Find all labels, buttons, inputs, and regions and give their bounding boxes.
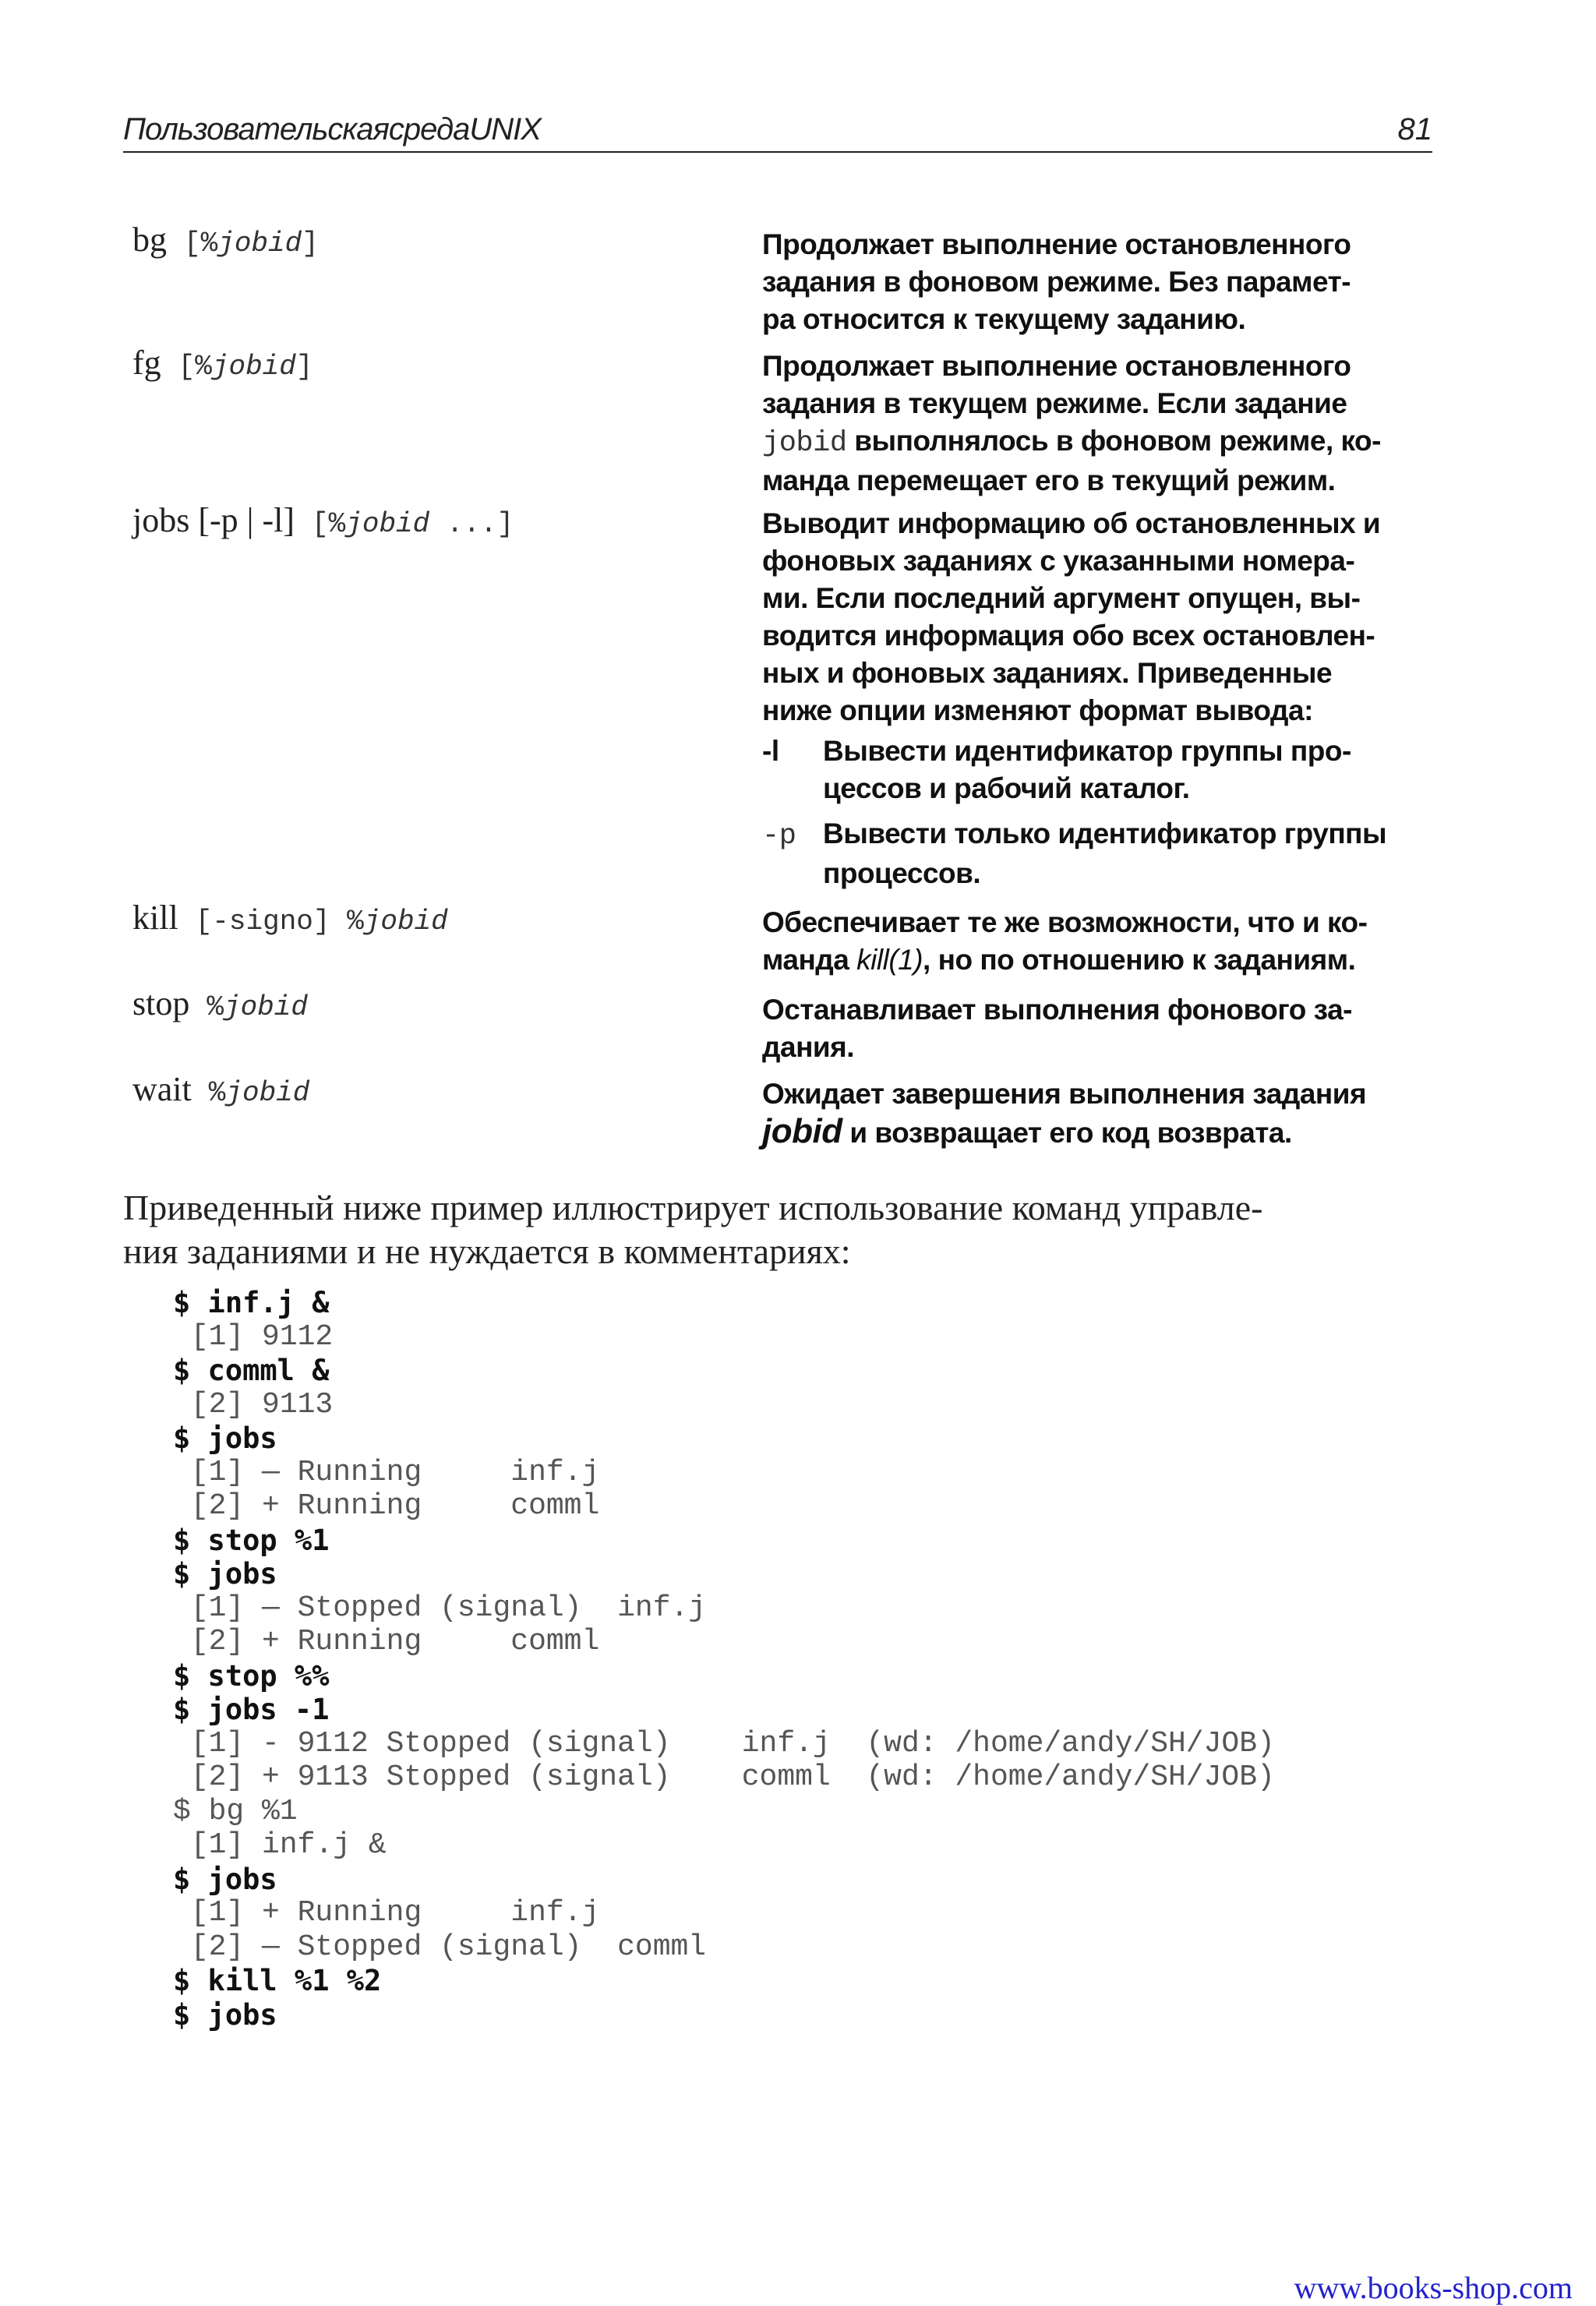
command-fg-description: Продолжает выполнение остановленного задания в текущем режиме. Если задание jobid выполнялось в фоновом режиме, ко- манда перемещает его в текущий режим. (762, 350, 1381, 496)
code-output-line: [1] 9112 (173, 1319, 334, 1354)
command-name: jobs [-p | -l] (132, 501, 295, 539)
code-output-line: [1] — Stopped (signal) inf.j (173, 1591, 707, 1625)
option-key: -p (762, 820, 796, 853)
code-command-line: $ stop %% (173, 1658, 330, 1693)
body-paragraph: Приведенный ниже пример иллюстрирует использование команд управле- ния заданиями и не нуждается в комментариях: (123, 1188, 1263, 1271)
code-output-line: [2] 9113 (173, 1387, 334, 1421)
command-name: wait (132, 1070, 192, 1108)
option-l: -l Вывести идентификатор группы про- цессов и рабочий каталог. (762, 733, 1414, 807)
command-stop-description: Останавливает выполнения фонового за- дания. (762, 994, 1352, 1063)
command-kill (132, 898, 448, 938)
code-command-line: $ kill %1 %2 (173, 1964, 382, 1997)
code-command-line: $ stop %1 (173, 1523, 330, 1557)
code-command-line: $ jobs (173, 1862, 277, 1896)
command-stop (132, 983, 308, 1023)
code-command-line: $ comml & (173, 1354, 330, 1387)
command-name: kill (132, 899, 178, 937)
running-header (123, 112, 1432, 153)
command-bg-description: Продолжает выполнение остановленного задания в фоновом режиме. Без парамет- ра относится к текущему заданию. (762, 228, 1351, 335)
command-jobs-description: Выводит информацию об остановленных и фоновых заданиях с указанными номера- ми. Если последний аргумент опущен, вы- водится информация обо всех остановлен- ных и фоновых заданиях. Приведенные ниже опции изменяют формат вывода: (762, 507, 1381, 726)
option-key: -l (762, 735, 779, 767)
command-wait (132, 1069, 309, 1109)
code-command-line: $ jobs (173, 1421, 277, 1455)
footer-url[interactable]: www.books-shop.com (1294, 2270, 1573, 2305)
command-fg (132, 343, 313, 383)
command-args: [%jobid] (178, 351, 313, 383)
code-command-line: $ inf.j & (173, 1286, 330, 1319)
code-output-line: [2] — Stopped (signal) comml (173, 1930, 707, 1964)
code-output-line: [1] - 9112 Stopped (signal) inf.j (wd: /home/andy/SH/JOB) (173, 1726, 1275, 1760)
command-args: [-signo] %jobid (195, 906, 448, 938)
header-title: ПользовательскаясредаUNIX (123, 112, 541, 147)
command-name: fg (132, 344, 161, 382)
code-command-line: $ jobs (173, 1997, 277, 2032)
code-output-line: $ bg %1 (173, 1794, 298, 1828)
code-output-line: [2] + 9113 Stopped (signal) comml (wd: /home/andy/SH/JOB) (173, 1760, 1275, 1794)
code-command-line: $ jobs -1 (173, 1693, 330, 1726)
option-p: -p Вывести только идентификатор группы процессов. (762, 818, 1387, 889)
code-command-line: $ jobs (173, 1557, 277, 1591)
command-kill-description: Обеспечивает те же возможности, что и ко- манда kill(1), но по отношению к заданиям. (762, 906, 1368, 976)
code-output-line: [1] inf.j & (173, 1828, 387, 1862)
code-output-line: [1] + Running inf.j (173, 1896, 600, 1930)
command-args: [%jobid] (184, 228, 319, 260)
code-output-line: [1] — Running inf.j (173, 1455, 600, 1489)
code-example (173, 1286, 1275, 2032)
code-output-line: [2] + Running comml (173, 1489, 600, 1523)
command-wait-description: Ожидает завершения выполнения задания jobid и возвращает его код возврата. (762, 1078, 1367, 1150)
page-number: 81 (1397, 112, 1432, 147)
command-name: stop (132, 984, 190, 1022)
command-args: [%jobid ...] (312, 508, 514, 540)
command-args: %jobid (208, 1077, 310, 1109)
command-args: %jobid (207, 991, 308, 1023)
code-output-line: [2] + Running comml (173, 1625, 600, 1658)
command-bg (132, 220, 319, 260)
command-jobs (132, 500, 514, 540)
command-name: bg (132, 221, 167, 259)
